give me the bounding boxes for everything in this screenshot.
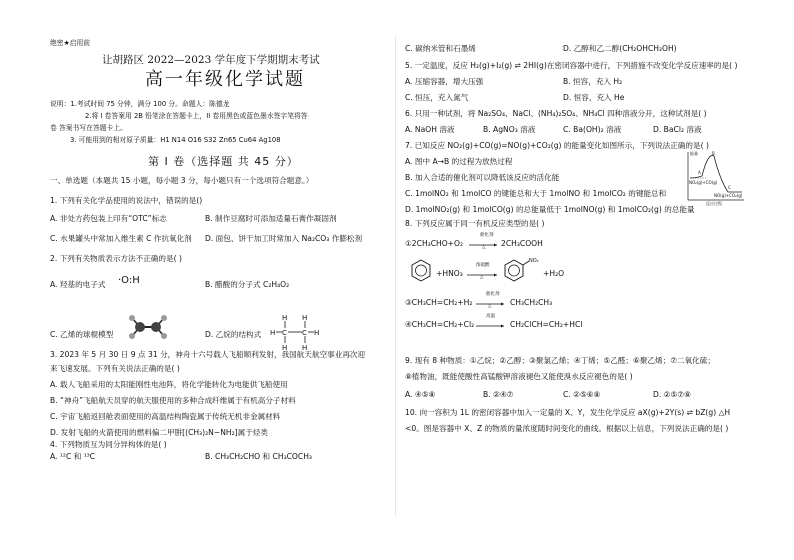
q2-option-a: A. 羟基的电子式 (50, 280, 106, 289)
q9-stem-2: ⑧植物油，既能使酸性高锰酸钾溶液褪色又能使溴水反应褪色的是( ) (405, 372, 633, 381)
energy-profile-diagram (684, 150, 746, 206)
ethylene-ball-stick-model (128, 312, 168, 342)
q1-option-b: B. 制作豆腐时可添加适量石膏作凝固剂 (205, 214, 337, 223)
q4-option-d: D. 乙醇和乙二醇(CH₂OHCH₂OH) (563, 44, 677, 53)
q2-option-d: D. 乙烷的结构式 (205, 330, 262, 339)
q7-option-a: A. 图中 A→B 的过程为放热过程 (405, 157, 513, 166)
q10-stem: 10. 向一容积为 1L 的密闭容器中加入一定量的 X、Y，发生化学反应 aX(g)+2Y(s) ⇌ bZ(g) △H (405, 408, 731, 417)
column-divider (395, 36, 396, 516)
point-c-label: C (728, 185, 731, 190)
reaction-4-condition: 高温 (486, 314, 495, 319)
reaction-2-condition: 浓硫酸 (476, 263, 490, 268)
q6-stem: 6. 只用一种试剂，将 Na₂SO₄、NaCl、(NH₄)₂SO₄、NH₄Cl 四种溶液分开，这种试剂是( ) (405, 109, 707, 118)
q4-option-c: C. 碳纳米管和石墨烯 (405, 44, 476, 53)
section-title: 第 I 卷（选择题 共 45 分） (148, 155, 299, 168)
q3-option-a: A. 载人飞船采用的太阳能刚性电池阵，将化学能转化为电能供飞船使用 (50, 380, 288, 389)
hydroxyl-electron-formula: ·O:H (118, 275, 140, 286)
reaction-3-reactants: ③CH₃CH=CH₂+H₂ (405, 298, 473, 307)
q3-stem-2: 来飞速发展。下列有关说法正确的是( ) (50, 364, 180, 373)
reaction-1-reactants: ①2CH₃CHO+O₂ (405, 239, 464, 248)
q6-option-c: C. Ba(OH)₂ 溶液 (563, 125, 622, 134)
reaction-2-heat: △ (480, 275, 484, 280)
reaction-3-heat: △ (488, 304, 492, 309)
note-2: 2.将 I 卷答案用 2B 铅笔涂在答题卡上，II 卷用黑色或蓝色墨水签字笔将答 (85, 112, 308, 120)
svg-text:C: C (302, 329, 307, 337)
svg-text:H: H (302, 344, 308, 352)
q4-option-a: A. ¹²C 和 ¹³C (50, 452, 96, 461)
note-4: 3. 可能用到的相对原子质量：H1 N14 O16 S32 Zn65 Cu64 Ag108 (70, 136, 281, 144)
secret-label: 绝密★启用前 (50, 39, 91, 47)
q3-option-c: C. 宇宙飞船返回舱表面使用的高温结构陶瓷属于传统无机非金属材料 (50, 412, 281, 421)
q5-option-c: C. 恒压，充入氮气 (405, 93, 469, 102)
q6-option-b: B. AgNO₃ 溶液 (483, 125, 536, 134)
reaction-2-byproduct: +H₂O (543, 269, 565, 278)
q7-stem: 7. 已知反应 NO₂(g)+CO(g)=NO(g)+CO₂(g) 的能量变化如图所示，下列说法正确的是( ) (405, 141, 709, 150)
svg-text:H: H (282, 344, 288, 352)
benzene-ring-icon (410, 258, 432, 284)
nitro-group-label: NO₂ (529, 258, 539, 264)
reaction-1-heat: △ (482, 245, 486, 250)
exam-title: 让胡路区 2022—2023 学年度下学期期末考试 (102, 54, 320, 66)
q5-option-d: D. 恒容，充入 He (563, 93, 625, 102)
svg-text:H: H (302, 314, 308, 322)
reaction-2-reagent: +HNO₃ (436, 269, 463, 278)
note-3: 卷 答案书写在答题卡上。 (50, 124, 127, 132)
q9-option-c: C. ②⑤⑥⑧ (563, 390, 601, 399)
q9-stem: 9. 现有 8 种物质：①乙烷；②乙醇；③聚氯乙烯；④丁烯；⑤乙醛；⑥聚乙烯；⑦二氧化硫； (405, 356, 715, 365)
q5-option-a: A. 压缩容器，增大压强 (405, 77, 484, 86)
reaction-1-condition: 催化剂 (480, 233, 494, 238)
q6-option-d: D. BaCl₂ 溶液 (653, 125, 702, 134)
q8-stem: 8. 下列反应属于同一有机反应类型的是( ) (405, 219, 545, 228)
svg-text:C: C (282, 329, 287, 337)
q9-option-b: B. ②④⑦ (483, 390, 514, 399)
q2-option-b: B. 醋酸的分子式 C₂H₄O₂ (205, 280, 290, 289)
reactants-label: NO₂(g)+CO(g) (689, 180, 718, 185)
q1-option-a: A. 非处方药包装上印有“OTC”标志 (50, 214, 167, 223)
q9-option-d: D. ②⑤⑦⑧ (653, 390, 691, 399)
svg-text:H: H (270, 329, 276, 337)
reaction-progress-label: 反应过程 (706, 201, 722, 206)
ethane-structural-formula (268, 314, 328, 354)
q2-stem: 2. 下列有关物质表示方法不正确的是( ) (50, 254, 182, 263)
section-intro: 一、单选题（本题共 15 小题，每小题 3 分，每小题只有一个选项符合题意。） (50, 176, 314, 185)
point-a-label: A (698, 170, 701, 175)
q3-option-d: D. 发射飞船的火箭使用的燃料偏二甲肼[(CH₃)₂N−NH₂]属于烃类 (50, 428, 268, 437)
subject-title: 高一年级化学试题 (145, 69, 305, 90)
q4-stem: 4. 下列物质互为同分异构体的是( ) (50, 440, 167, 449)
q3-option-b: B. “神舟”飞船航天员穿的航天服使用的多种合成纤维属于有机高分子材料 (50, 396, 296, 405)
q1-stem: 1. 下列有关化学品使用的说法中，错误的是() (50, 196, 203, 205)
q7-option-d: D. 1molNO₂(g) 和 1molCO(g) 的总能量低于 1molNO(g) 和 1molCO₂(g) 的总能量 (405, 205, 695, 214)
q6-option-a: A. NaOH 溶液 (405, 125, 455, 134)
reaction-4-arrow (476, 324, 506, 328)
reaction-4-reactants: ④CH₃CH=CH₂+Cl₂ (405, 320, 475, 329)
q9-option-a: A. ④⑤⑧ (405, 390, 436, 399)
q2-option-c: C. 乙烯的球棍模型 (50, 330, 114, 339)
energy-axis-label: 能量 (690, 151, 698, 156)
nitrobenzene-ring-icon (503, 256, 543, 284)
q7-option-c: C. 1molNO₂ 和 1molCO 的键能总和大于 1molNO 和 1molCO₂ 的键能总和 (405, 189, 667, 198)
q7-option-b: B. 加入合适的催化剂可以降低该反应的活化能 (405, 173, 560, 182)
q1-option-c: C. 水果罐头中常加入维生素 C 作抗氧化剂 (50, 234, 192, 243)
svg-text:H: H (282, 314, 288, 322)
reaction-3-condition: 催化剂 (486, 292, 500, 297)
reaction-1-product: 2CH₃COOH (501, 239, 543, 248)
q1-option-d: D. 面包、饼干加工时常加入 Na₂CO₃ 作膨松剂 (205, 234, 363, 243)
note-1: 说明：1.考试时间 75 分钟，满分 100 分。命题人：陈德龙 (50, 100, 230, 108)
q3-stem: 3. 2023 年 5 月 30 日 9 点 31 分，神舟十六号载人飞船顺利发射，我国航天航空事业再次迎 (50, 350, 366, 359)
q5-stem: 5. 一定温度，反应 H₂(g)+I₂(g) ⇌ 2HI(g)在密闭容器中进行，下列措施不改变化学反应速率的是( ) (405, 61, 738, 70)
q5-option-b: B. 恒容，充入 H₂ (563, 77, 623, 86)
svg-text:H: H (314, 329, 320, 337)
q10-stem-2: <0。图是容器中 X、Z 的物质的量浓度随时间变化的曲线。根据以上信息，下列说法正确的是( ) (405, 424, 729, 433)
q4-option-b: B. CH₃CH₂CHO 和 CH₃COCH₃ (205, 452, 312, 461)
reaction-4-product: CH₂ClCH=CH₂+HCl (510, 320, 583, 329)
reaction-3-product: CH₃CH₂CH₃ (510, 298, 553, 307)
point-b-label: B (712, 151, 715, 156)
products-label: NO(g)+CO₂(g) (714, 193, 743, 198)
